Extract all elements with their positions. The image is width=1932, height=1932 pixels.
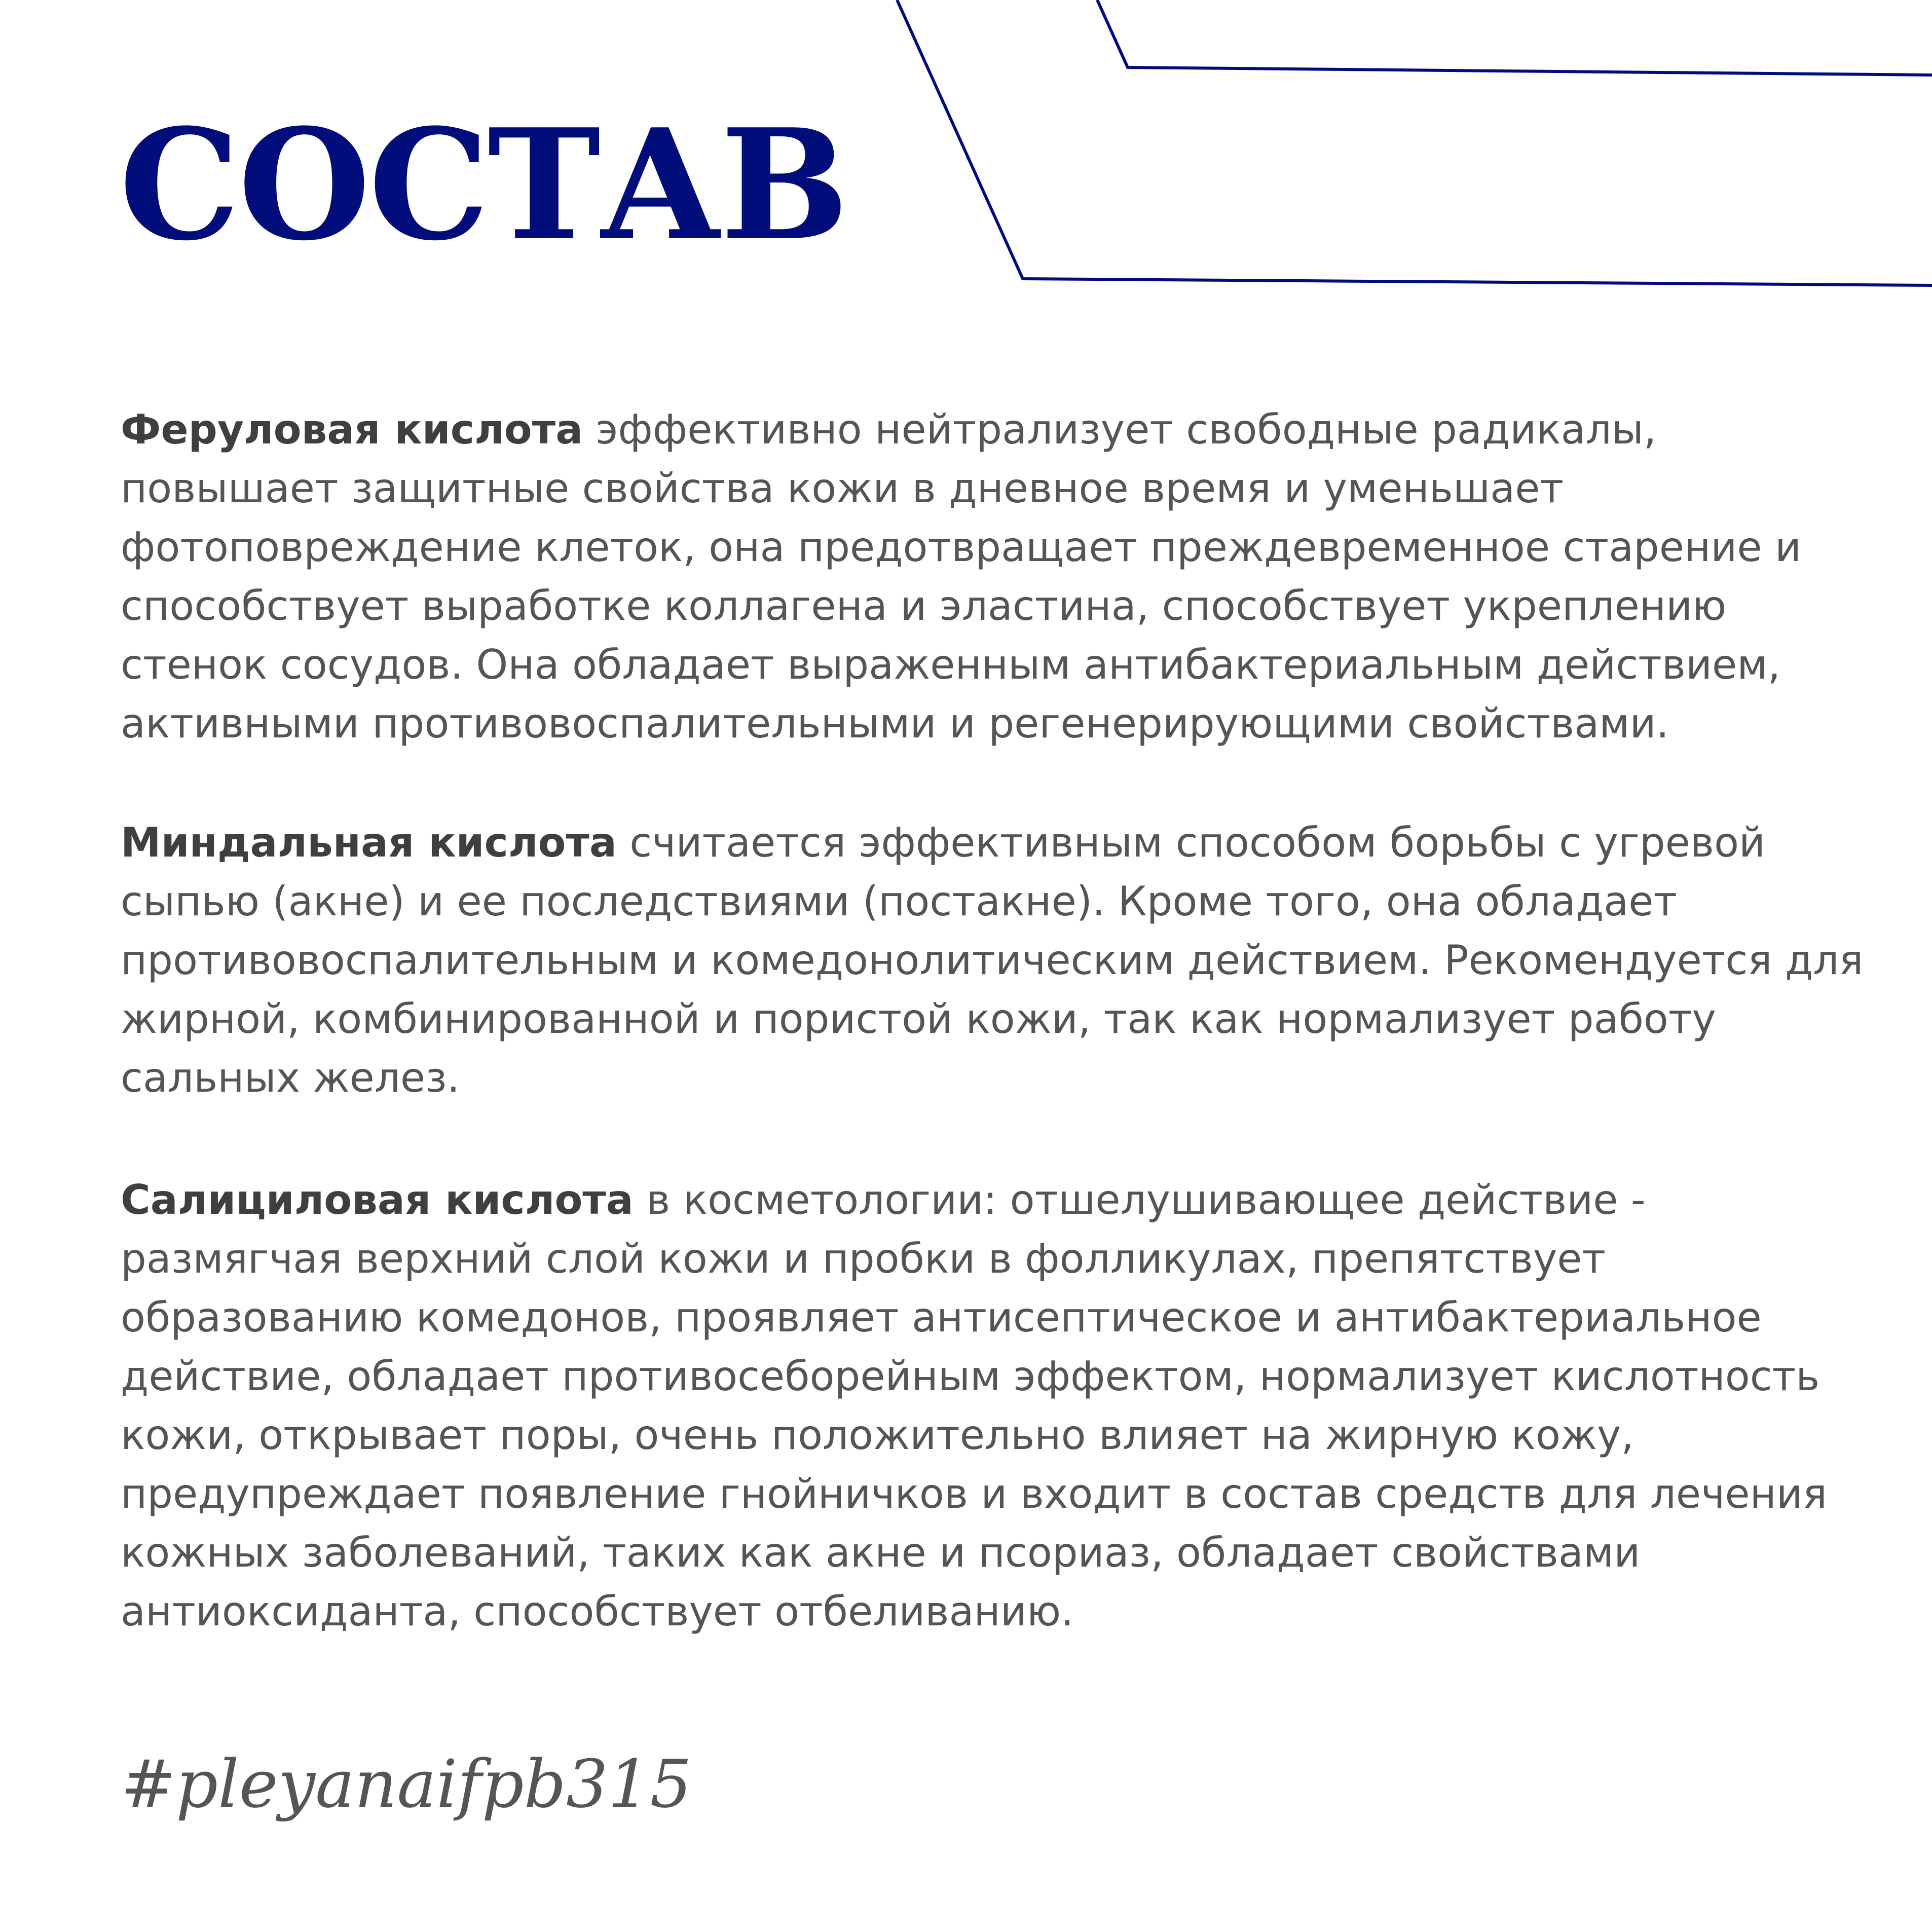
hashtag-signature: #pleyanaifpb315 [121, 1745, 692, 1823]
paragraph-ferulic-acid [121, 400, 1869, 753]
paragraph-term: Феруловая кислота [121, 406, 583, 453]
paragraph-term: Салициловая кислота [121, 1176, 634, 1223]
page-title: СОСТАВ [119, 95, 847, 274]
paragraph-salicylic-acid [121, 1171, 1869, 1641]
paragraph-text: в косметологии: отшелушивающее действие - размягчая верхний слой кожи и пробки в фолликулах, препятствует образованию комедонов, проявляет антисептическое и антибактериальное действие, обладает противосеборейным эффектом, нормализует кислотность кожи, открывает поры, очень положительно влияет на жирную кожу, предупреждает появление гнойничков и входит в состав средств для лечения кожных заболеваний, таких как акне и псориаз, обладает свойствами антиоксиданта, способствует отбеливанию. [121, 1176, 1828, 1635]
decorative-line-outer [897, 0, 1932, 285]
paragraph-text: считается эффективным способом борьбы с угревой сыпью (акне) и ее последствиями (постакне). Кроме того, она обладает противовоспалительным и комедонолитическим действием. Рекомендуется для жирной, комбинированной и пористой кожи, так как нормализует работу сальных желез. [121, 819, 1864, 1101]
paragraph-text: эффективно нейтрализует свободные радикалы, повышает защитные свойства кожи в дневное время и уменьшает фотоповреждение клеток, она предотвращает преждевременное старение и способствует выработке коллагена и эластина, способствует укреплению стенок сосудов. Она обладает выраженным антибактериальным действием, активными противовоспалительными и регенерирующими свойствами. [121, 406, 1802, 747]
decorative-line-inner [1097, 0, 1932, 75]
paragraph-mandelic-acid [121, 813, 1869, 1107]
paragraph-term: Миндальная кислота [121, 819, 617, 866]
